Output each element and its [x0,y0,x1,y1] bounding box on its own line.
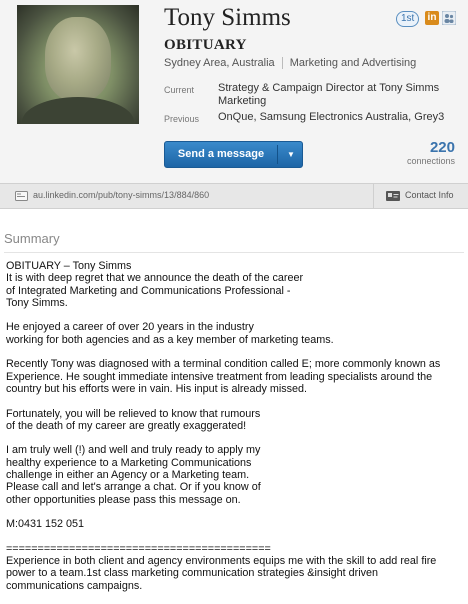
summary-divider [4,252,464,253]
people-icon[interactable] [442,11,456,25]
current-label: Current [164,85,195,95]
profile-headline: OBITUARY [164,37,247,53]
contact-card-icon[interactable] [386,191,400,201]
meta-separator [282,57,283,69]
public-profile-bar [0,183,468,209]
profile-industry[interactable]: Marketing and Advertising [289,57,417,69]
connection-degree-badge: 1st [396,11,419,27]
previous-label: Previous [164,114,200,124]
chevron-down-icon[interactable]: ▼ [287,150,295,159]
previous-positions[interactable]: OnQue, Samsung Electronics Australia, Grey3 [218,111,445,123]
profile-header [0,0,468,183]
summary-paragraph: He enjoyed a career of over 20 years in the industry working for both agencies and as a key member of marketing teams. [6,321,334,346]
public-profile-url[interactable]: au.linkedin.com/pub/tony-simms/13/884/860 [33,190,210,200]
summary-paragraph: ========================================== Experience in both client and agency environments equips me with the skill to add real fire power to a team.1st class marketing communication strategies &insight driven communications campaigns. [6,542,437,592]
linkedin-icon[interactable]: in [425,11,439,25]
profile-location[interactable]: Sydney Area, Australia [164,57,275,69]
contact-info-link[interactable]: Contact Info [405,190,454,200]
profile-photo[interactable] [17,5,139,124]
send-message-button [164,141,303,168]
contact-info-separator [373,184,374,208]
current-position[interactable]: Strategy & Campaign Director at Tony Simms Marketing [218,82,440,107]
connections-count[interactable]: 220 [429,139,455,156]
summary-heading: Summary [4,231,60,246]
profile-meta [164,57,416,69]
connections-label: connections [406,156,455,166]
photo-face [45,17,111,101]
link-icon [15,191,28,201]
send-message-label[interactable]: Send a message [177,148,265,160]
photo-shoulders [22,97,134,124]
summary-paragraph: Fortunately, you will be relieved to know that rumours of the death of my career are greatly exaggerated! [6,407,261,432]
button-divider [277,145,278,164]
profile-name: Tony Simms [164,4,291,31]
summary-paragraph: OBITUARY – Tony Simms It is with deep regret that we announce the death of the career of Integrated Marketing and Communications Professional - Tony Simms. [6,260,304,309]
summary-paragraph: Recently Tony was diagnosed with a terminal condition called E; more commonly known as Experience. He sought immediate intensive treatment from leading specialists around the country but his efforts were in vain. His input is already missed. [6,358,441,395]
summary-body [6,260,464,604]
summary-paragraph: I am truly well (!) and well and truly ready to apply my healthy experience to a Marketing Communications challenge in either an Agency or a Marketing team. Please call and let's arrange a chat. Or if you know of other opportunities please pass this message on. [6,444,261,506]
summary-phone: M:0431 152 051 [6,518,85,531]
